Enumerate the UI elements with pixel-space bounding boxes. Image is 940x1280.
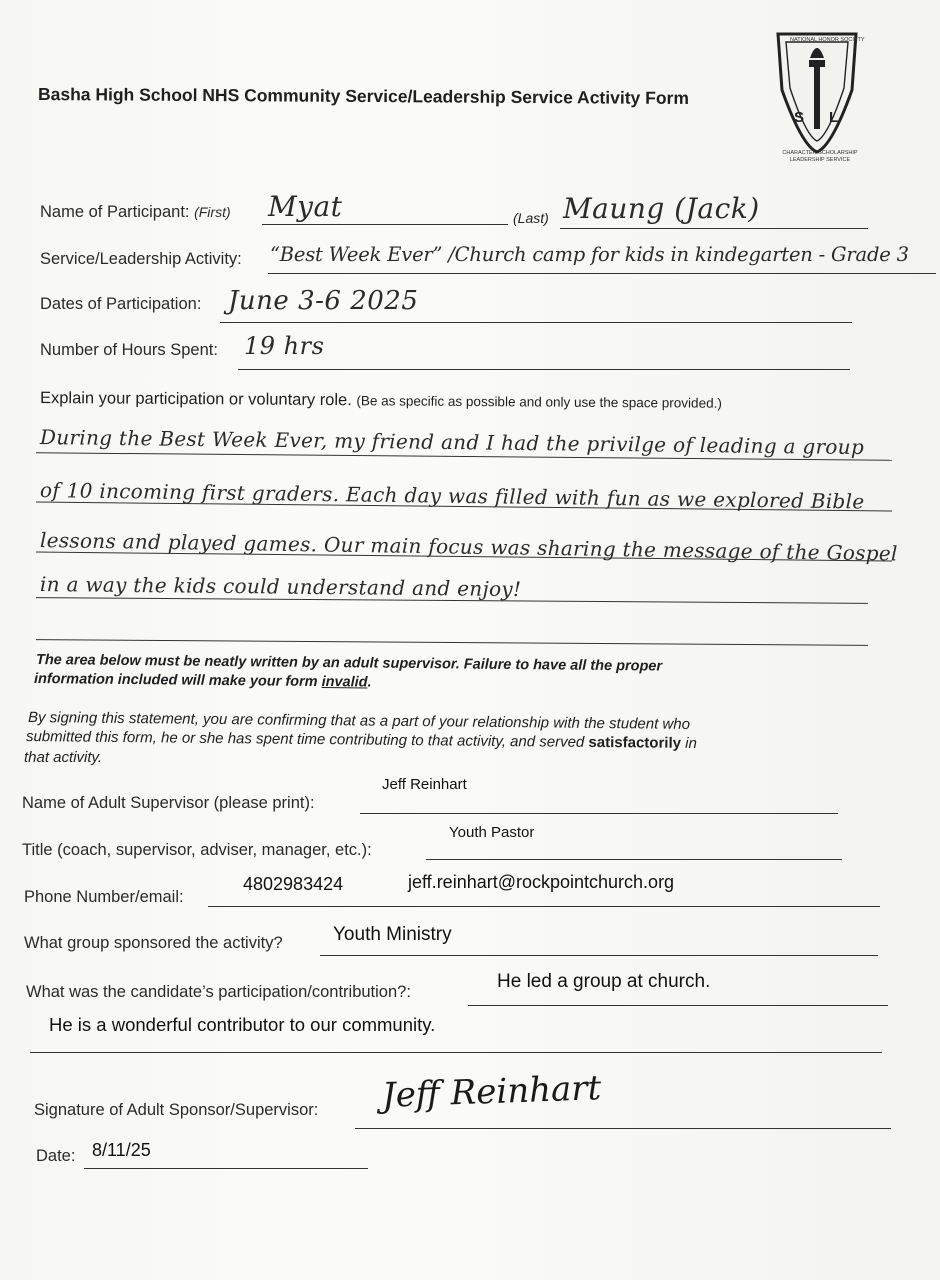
hours-value: 19 hrs <box>244 332 325 360</box>
last-label: (Last) <box>513 210 549 226</box>
supervisor-title-value: Youth Pastor <box>449 824 535 841</box>
svg-text:S: S <box>794 109 805 126</box>
explain-line-1: During the Best Week Ever, my friend and I had the privilge of leading a group <box>39 425 865 460</box>
supervisor-warning-line2 <box>34 671 372 691</box>
group-value: Youth Ministry <box>333 924 452 945</box>
signature-value: Jeff Reinhart <box>381 1068 602 1116</box>
phone-value: 4802983424 <box>243 874 344 894</box>
participant-name-label <box>40 203 231 222</box>
hours-label: Number of Hours Spent: <box>40 341 218 359</box>
explain-label: Explain your participation or voluntary role. <box>39 389 352 410</box>
explain-note: (Be as specific as possible and only use the space provided.) <box>356 393 722 411</box>
signature-label: Signature of Adult Sponsor/Supervisor: <box>34 1101 319 1119</box>
warning-invalid: invalid <box>321 674 368 691</box>
crest-top-text: NATIONAL HONOR SOCIETY <box>790 37 865 43</box>
warning-suffix: . <box>367 674 372 691</box>
statement-suffix: in <box>680 734 697 753</box>
explain-line-4: in a way the kids could understand and enjoy! <box>39 572 522 602</box>
warning-prefix: information included will make your form <box>33 671 322 691</box>
form-title: Basha High School NHS Community Service/Leadership Service Activity Form <box>37 84 689 108</box>
explain-line-2: of 10 incoming first graders. Each day was filled with fun as we explored Bible <box>39 478 865 514</box>
supervisor-warning-line1: The area below must be neatly written by an adult supervisor. Failure to have all the proper <box>35 652 663 675</box>
statement-line1: By signing this statement, you are confirming that as a part of your relationship with the student who <box>27 709 691 733</box>
explain-label-row <box>40 389 722 413</box>
supervisor-title-label: Title (coach, supervisor, adviser, manager, etc.): <box>22 841 372 859</box>
activity-value: “Best Week Ever” /Church camp for kids in kindegarten - Grade 3 <box>270 243 909 266</box>
supervisor-name-value: Jeff Reinhart <box>382 776 467 793</box>
date-label: Date: <box>36 1147 76 1165</box>
crest-caption: CHARACTER SCHOLARSHIP LEADERSHIP SERVICE <box>782 150 858 163</box>
activity-label: Service/Leadership Activity: <box>40 250 242 268</box>
svg-text:L: L <box>829 109 839 126</box>
statement-line3: that activity. <box>24 749 103 766</box>
explain-line-3: lessons and played games. Our main focus was sharing the message of the Gospel <box>39 528 898 566</box>
first-label: (First) <box>194 204 231 220</box>
supervisor-name-label: Name of Adult Supervisor (please print): <box>22 794 315 812</box>
name-label: Name of Participant: <box>40 203 190 221</box>
contribution-value2: He is a wonderful contributor to our community. <box>49 1014 436 1035</box>
statement-prefix: submitted this form, he or she has spent time contributing to that activity, and served <box>25 728 589 751</box>
contribution-label: What was the candidate’s participation/contribution?: <box>26 983 411 1001</box>
dates-label: Dates of Participation: <box>40 295 202 313</box>
contribution-value1: He led a group at church. <box>497 971 711 992</box>
group-label: What group sponsored the activity? <box>24 934 283 952</box>
last-name-value: Maung (Jack) <box>563 192 760 225</box>
statement-bold: satisfactorily <box>588 733 682 752</box>
nhs-torch-crest-icon <box>772 28 862 188</box>
dates-value: June 3-6 2025 <box>228 286 419 316</box>
email-value: jeff.reinhart@rockpointchurch.org <box>408 872 675 892</box>
first-name-value: Myat <box>268 190 343 223</box>
contact-label: Phone Number/email: <box>24 888 184 906</box>
date-value: 8/11/25 <box>92 1140 151 1160</box>
